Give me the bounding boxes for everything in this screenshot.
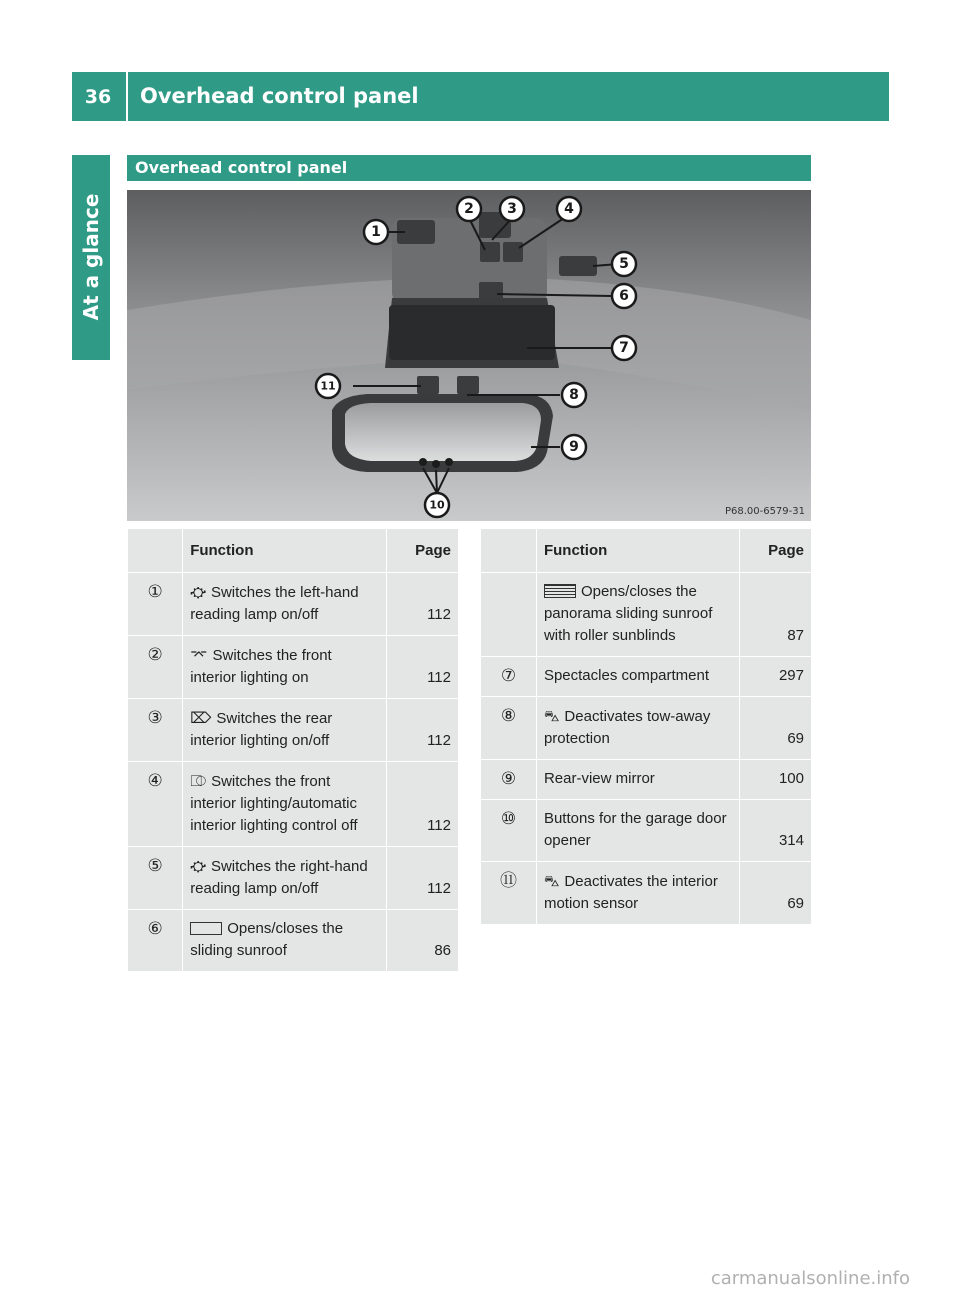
interior-light-off-icon: ⎄ [190, 772, 207, 790]
page-ref: 86 [387, 910, 459, 972]
watermark: carmanualsonline.info [710, 1268, 910, 1289]
function-text: Switches the front interior lighting on [190, 647, 332, 686]
row-number: ⑪ [481, 862, 537, 925]
page-ref: 87 [739, 573, 811, 657]
page-ref: 297 [739, 657, 811, 697]
page-ref: 112 [387, 699, 459, 762]
callout-4: 4 [564, 201, 574, 217]
function-table-right [480, 528, 812, 925]
panorama-sunroof-icon [544, 584, 576, 598]
row-number: ② [128, 636, 183, 699]
row-number: ⑧ [481, 697, 537, 760]
page-ref: 69 [739, 697, 811, 760]
page-number: 36 [84, 85, 112, 108]
function-text: Switches the left-hand reading lamp on/off [190, 584, 359, 623]
function-text: Deactivates tow-away protection [543, 708, 711, 747]
callout-8: 8 [569, 387, 579, 403]
overhead-panel-photo [127, 190, 811, 521]
col-function: Function [536, 529, 739, 573]
table-row [481, 862, 812, 925]
header-divider [126, 72, 128, 121]
function-text: Switches the front interior lighting/automatic interior lighting control off [190, 773, 358, 834]
table-row [128, 699, 459, 762]
col-number [128, 529, 183, 573]
table-row [128, 847, 459, 910]
table-row [481, 800, 812, 862]
reading-lamp-icon: ⛮ [190, 583, 206, 601]
row-number: ⑤ [128, 847, 183, 910]
table-row [128, 762, 459, 847]
callout-10: 10 [429, 498, 445, 512]
function-text: Switches the right-hand reading lamp on/off [190, 858, 368, 897]
front-interior-light-icon: ⌤ [190, 646, 208, 664]
table-row [128, 573, 459, 636]
row-number: ④ [128, 762, 183, 847]
col-page: Page [739, 529, 811, 573]
page-ref: 112 [387, 573, 459, 636]
rear-interior-light-icon: ⌦ [190, 709, 212, 727]
section-title: Overhead control panel [127, 155, 811, 181]
row-number: ① [128, 573, 183, 636]
row-number: ⑨ [481, 760, 537, 800]
function-text: Opens/closes the sliding sunroof [190, 920, 344, 959]
table-row [481, 697, 812, 760]
function-text: Buttons for the garage door opener [543, 810, 727, 849]
col-function: Function [183, 529, 387, 573]
reading-lamp-icon: ⛮ [190, 857, 206, 875]
callout-9: 9 [569, 439, 579, 455]
tow-away-protection-icon: ⛍ [543, 707, 560, 725]
callout-2: 2 [464, 201, 474, 217]
page-ref: 69 [739, 862, 811, 925]
callout-7: 7 [619, 340, 629, 356]
page-ref: 100 [739, 760, 811, 800]
row-number: ⑩ [481, 800, 537, 862]
function-text: Opens/closes the panorama sliding sunroof with roller sunblinds [543, 583, 713, 644]
row-number: ⑦ [481, 657, 537, 697]
image-code: P68.00-6579-31 [724, 506, 805, 517]
row-number: ③ [128, 699, 183, 762]
page-header-bar [72, 72, 889, 121]
page-ref: 112 [387, 636, 459, 699]
sliding-sunroof-icon [190, 922, 222, 935]
function-table-left [127, 528, 459, 972]
chapter-tab [72, 155, 110, 360]
page-title: Overhead control panel [140, 84, 419, 108]
page-ref: 314 [739, 800, 811, 862]
callout-1: 1 [371, 224, 381, 240]
col-page: Page [387, 529, 459, 573]
chapter-tab-label: At a glance [79, 193, 103, 321]
motion-sensor-off-icon: ⛍ [543, 872, 560, 890]
callout-11: 11 [320, 379, 336, 393]
page-ref: 112 [387, 762, 459, 847]
function-text: Switches the rear interior lighting on/off [190, 710, 333, 749]
function-text: Deactivates the interior motion sensor [543, 873, 718, 912]
table-row [128, 910, 459, 972]
row-number: ⑥ [128, 910, 183, 972]
page-ref: 112 [387, 847, 459, 910]
function-text: Rear-view mirror [543, 770, 655, 787]
function-text: Spectacles compartment [543, 667, 710, 684]
callout-3: 3 [507, 201, 517, 217]
table-row [128, 636, 459, 699]
callout-5: 5 [619, 256, 629, 272]
callout-6: 6 [619, 288, 629, 304]
table-row [481, 760, 812, 800]
table-row [481, 657, 812, 697]
col-number [481, 529, 537, 573]
table-row [481, 573, 812, 657]
row-number [481, 573, 537, 657]
